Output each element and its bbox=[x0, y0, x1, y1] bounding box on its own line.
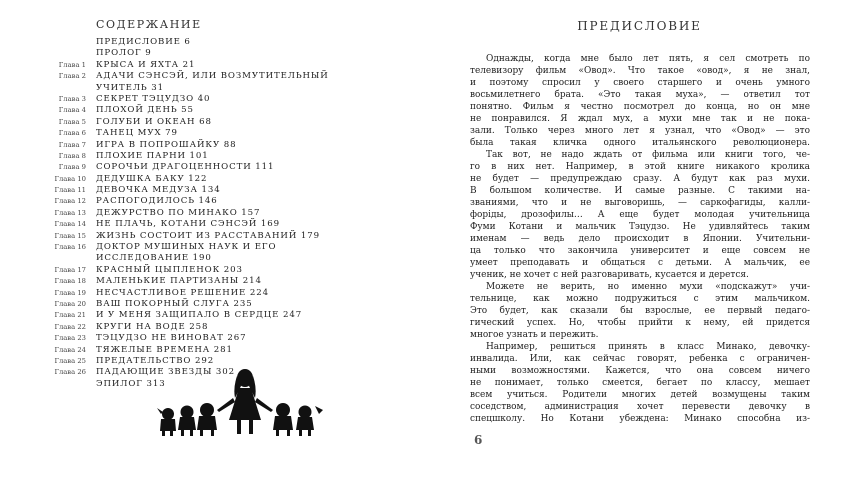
text-line: спецшколу. Но Котани убеждена: Минако способна из- bbox=[470, 414, 810, 424]
text-line: форіды, дрозофилы… А еще будет молодая учительница bbox=[470, 210, 810, 220]
toc-chapter-label: Глава 7 bbox=[58, 140, 86, 149]
toc-entry bbox=[0, 322, 420, 333]
page-title: ПРЕДИСЛОВИЕ bbox=[577, 19, 702, 33]
toc-entry bbox=[0, 242, 420, 253]
toc-entry-title: ПРОЛОГ 9 bbox=[96, 48, 152, 59]
toc-chapter-label: Глава 3 bbox=[58, 94, 86, 103]
toc-chapter-label: Глава 8 bbox=[58, 151, 86, 160]
toc-title: СОДЕРЖАНИЕ bbox=[96, 18, 202, 31]
toc-entry bbox=[0, 356, 420, 367]
table-of-contents bbox=[0, 37, 420, 390]
toc-entry-title: ЭПИЛОГ 313 bbox=[96, 378, 166, 389]
toc-chapter-label: Глава 22 bbox=[54, 322, 86, 331]
toc-chapter-label: Глава 9 bbox=[58, 163, 86, 172]
toc-entry-title: КРУГИ НА ВОДЕ 258 bbox=[96, 321, 209, 332]
toc-entry-title: ИССЛЕДОВАНИЕ 190 bbox=[96, 253, 212, 264]
text-line: соседством, администрация хочет перевести девочку в bbox=[470, 402, 810, 412]
toc-entry bbox=[0, 288, 420, 299]
toc-entry bbox=[0, 299, 420, 310]
toc-entry-title: ВАШ ПОКОРНЫЙ СЛУГА 235 bbox=[96, 298, 253, 309]
toc-entry-title: ГОЛУБИ И ОКЕАН 68 bbox=[96, 116, 212, 127]
text-line: умеет преподавать и общаться с детьми. А мальчик, ее bbox=[470, 258, 810, 268]
toc-entry bbox=[0, 60, 420, 71]
page-number: 6 bbox=[474, 433, 483, 447]
toc-entry bbox=[0, 105, 420, 116]
toc-chapter-label: Глава 25 bbox=[54, 356, 86, 365]
text-line: инвалида. Или, как сейчас говорят, ребенка с ограничен- bbox=[470, 354, 810, 364]
toc-entry bbox=[0, 219, 420, 230]
toc-entry-title: НЕ ПЛАЧЬ, КОТАНИ СЭНСЭЙ 169 bbox=[96, 219, 280, 230]
toc-chapter-label: Глава 2 bbox=[58, 72, 86, 81]
toc-entry bbox=[0, 276, 420, 287]
toc-entry-title: МАЛЕНЬКИЕ ПАРТИЗАНЫ 214 bbox=[96, 276, 262, 287]
text-line: ученик, не хочет с ней разговаривать, кусается и дерется. bbox=[470, 270, 749, 280]
toc-entry bbox=[0, 71, 420, 82]
toc-entry-title: ДЕВОЧКА МЕДУЗА 134 bbox=[96, 185, 221, 196]
text-line: ными возможностями. Кажется, что она совсем ничего bbox=[470, 366, 810, 376]
text-line: Это будет, как сказали бы взрослые, ее первый педаго- bbox=[470, 306, 810, 316]
text-line: ца только что закончила университет и еще совсем не bbox=[470, 246, 810, 256]
text-line: понятно. Фильм я честно посмотрел до конца, но он мне bbox=[470, 102, 810, 112]
text-line: званиями, что и не выговоришь, — саркофагиды, калли- bbox=[470, 198, 810, 208]
toc-entry-title: СЕКРЕТ ТЭЦУДЗО 40 bbox=[96, 93, 211, 104]
toc-entry-title: ПЛОХОЙ ДЕНЬ 55 bbox=[96, 105, 194, 116]
toc-entry-title: ПАДАЮЩИЕ ЗВЕЗДЫ 302 bbox=[96, 367, 236, 378]
toc-entry bbox=[0, 128, 420, 139]
toc-entry bbox=[0, 310, 420, 321]
toc-entry bbox=[0, 162, 420, 173]
toc-entry-title: ДЕДУШКА БАКУ 122 bbox=[96, 173, 208, 184]
toc-entry bbox=[0, 265, 420, 276]
toc-entry bbox=[0, 37, 420, 48]
text-line: Например, решиться принять в класс Минако, девочку- bbox=[486, 342, 810, 352]
toc-entry-title: ПРЕДАТЕЛЬСТВО 292 bbox=[96, 355, 215, 366]
text-line: телевизору фильм «Овод». Что такое «овод», я не знал, bbox=[470, 66, 810, 76]
toc-chapter-label: Глава 19 bbox=[54, 288, 86, 297]
left-page bbox=[0, 0, 426, 479]
toc-entry bbox=[0, 48, 420, 59]
toc-chapter-label: Глава 11 bbox=[54, 186, 86, 195]
toc-chapter-label: Глава 6 bbox=[58, 129, 86, 138]
text-line: не понравился. Я ждал мух, а мухи мне так и не пока- bbox=[470, 114, 810, 124]
toc-entry bbox=[0, 83, 420, 94]
toc-entry bbox=[0, 117, 420, 128]
toc-chapter-label: Глава 1 bbox=[58, 60, 86, 69]
toc-chapter-label: Глава 17 bbox=[54, 265, 86, 274]
text-line: восьмилетнего брата. «Это такая муха», — ответил тот bbox=[470, 90, 810, 100]
text-line: гический успех. Но, чтобы прийти к нему, ей придется bbox=[470, 318, 810, 328]
toc-entry bbox=[0, 174, 420, 185]
toc-entry bbox=[0, 253, 420, 264]
toc-chapter-label: Глава 23 bbox=[54, 334, 86, 343]
toc-chapter-label: Глава 15 bbox=[54, 231, 86, 240]
text-line: В большом количестве. И самые разные. С такими на- bbox=[470, 186, 810, 196]
toc-chapter-label: Глава 4 bbox=[58, 106, 86, 115]
text-line: и поэтому спросил у своего старшего и очень умного bbox=[470, 78, 810, 88]
toc-entry bbox=[0, 185, 420, 196]
toc-entry-title: ТАНЕЦ МУХ 79 bbox=[96, 128, 178, 139]
text-line: Можете не верить, но именно мухи «подскажут» учи- bbox=[486, 282, 810, 292]
text-line: тельнице, как можно подружиться с этим мальчиком. bbox=[470, 294, 810, 304]
toc-chapter-label: Глава 12 bbox=[54, 197, 86, 206]
toc-entry bbox=[0, 140, 420, 151]
toc-entry-title: ТЭЦУДЗО НЕ ВИНОВАТ 267 bbox=[96, 333, 247, 344]
right-page bbox=[426, 0, 853, 479]
toc-chapter-label: Глава 24 bbox=[54, 345, 86, 354]
toc-entry-title: СОРОЧЬИ ДРАГОЦЕННОСТИ 111 bbox=[96, 162, 275, 173]
toc-entry-title: КРЫСА И ЯХТА 21 bbox=[96, 59, 196, 70]
toc-chapter-label: Глава 14 bbox=[54, 220, 86, 229]
toc-entry bbox=[0, 333, 420, 344]
toc-entry-title: ИГРА В ПОПРОШАЙКУ 88 bbox=[96, 139, 237, 150]
toc-entry-title: КРАСНЫЙ ЦЫПЛЕНОК 203 bbox=[96, 264, 243, 275]
text-line: Однажды, когда мне было лет пять, я сел смотреть по bbox=[486, 54, 810, 64]
text-line: Фуми Котани и мальчик Тэцудзо. Не удивляйтесь таким bbox=[470, 222, 810, 232]
text-line: Так вот, не надо ждать от фильма или книги того, че- bbox=[486, 150, 810, 160]
toc-chapter-label: Глава 5 bbox=[58, 117, 86, 126]
preface-body bbox=[470, 53, 810, 425]
toc-chapter-label: Глава 21 bbox=[54, 311, 86, 320]
toc-entry bbox=[0, 231, 420, 242]
toc-entry-title: РАСПОГОДИЛОСЬ 146 bbox=[96, 196, 218, 207]
text-line: не будет — предупреждаю сразу. А будут как раз мухи. bbox=[470, 174, 810, 184]
toc-chapter-label: Глава 13 bbox=[54, 208, 86, 217]
toc-entry-title: И У МЕНЯ ЗАЩИПАЛО В СЕРДЦЕ 247 bbox=[96, 310, 303, 321]
children-silhouette-illustration bbox=[155, 368, 325, 438]
text-line: го в них нет. Например, в этой книге никакого кролика bbox=[470, 162, 810, 172]
toc-entry bbox=[0, 151, 420, 162]
toc-chapter-label: Глава 10 bbox=[54, 174, 86, 183]
toc-entry-title: ПРЕДИСЛОВИЕ 6 bbox=[96, 37, 191, 47]
text-line: именам — ведь дело происходит в Японии. Учительни- bbox=[470, 234, 810, 244]
toc-entry bbox=[0, 196, 420, 207]
toc-entry-title: АДАЧИ СЭНСЭЙ, ИЛИ ВОЗМУТИТЕЛЬНЫЙ bbox=[96, 71, 329, 82]
text-line: многое узнать и пережить. bbox=[470, 330, 599, 340]
toc-entry bbox=[0, 208, 420, 219]
text-line: зали. Только через много лет я узнал, что «Овод» — это bbox=[470, 126, 810, 136]
toc-entry bbox=[0, 94, 420, 105]
text-line: не понимает, только смеется, бегает по классу, мешает bbox=[470, 378, 810, 388]
toc-entry-title: НЕСЧАСТЛИВОЕ РЕШЕНИЕ 224 bbox=[96, 287, 269, 298]
text-line: всем учиться. Родители многих детей возмущены таким bbox=[470, 390, 810, 400]
toc-chapter-label: Глава 16 bbox=[54, 243, 86, 252]
text-line: была такая кличка одного итальянского революционера. bbox=[470, 138, 810, 148]
toc-entry-title: ДОКТОР МУШИНЫХ НАУК И ЕГО bbox=[96, 242, 277, 253]
toc-entry-title: ТЯЖЕЛЫЕ ВРЕМЕНА 281 bbox=[96, 344, 233, 355]
toc-entry bbox=[0, 345, 420, 356]
toc-chapter-label: Глава 18 bbox=[54, 277, 86, 286]
toc-entry-title: ЖИЗНЬ СОСТОИТ ИЗ РАССТАВАНИЙ 179 bbox=[96, 230, 320, 241]
toc-chapter-label: Глава 20 bbox=[54, 299, 86, 308]
toc-entry-title: ПЛОХИЕ ПАРНИ 101 bbox=[96, 150, 209, 161]
toc-entry-title: УЧИТЕЛЬ 31 bbox=[96, 82, 164, 93]
toc-entry-title: ДЕЖУРСТВО ПО МИНАКО 157 bbox=[96, 207, 261, 218]
toc-chapter-label: Глава 26 bbox=[54, 368, 86, 377]
